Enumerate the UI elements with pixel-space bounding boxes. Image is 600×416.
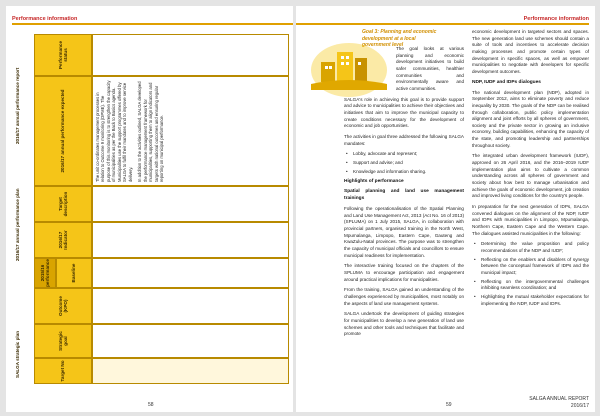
text-column-1 [344, 46, 464, 342]
cell-annual-performance [92, 76, 289, 186]
dialogue-outcome-item: • Determining the value proposition and policy recommendations of the NDP and IUDF; [472, 241, 589, 254]
col-target-description: Target description [34, 186, 92, 222]
side-label-strategic-plan: SALGA strategic plan [15, 330, 20, 378]
ndp-paragraph-3: In preparation for the next generation of IDPs, SALGA convened dialogues on the alignment of the NDP, IUDF and IDPs with municipalities in Limpopo, Mpumalanga, Northern Cape, Eastern Cape and the Western Cape. The dialogues assisted municipalities in the following: [472, 204, 589, 236]
cell-strategic-goal [92, 324, 289, 358]
dialogue-outcome-item: • Reflecting on the enablers and disablers of synergy between the conceptual framework of IDPs and the municipal impact; [472, 257, 589, 277]
col-strategic-goal: Strategic goal [34, 324, 92, 358]
text-column-2 [472, 29, 589, 311]
side-label-app: 2016/17 annual performance plan [15, 188, 20, 261]
intro-paragraph-2: SALGA's role in achieving this goal is to provide support and advice to municipalities to achieve their objectives and initiatives that aim to improve the municipal capacity to create conditions necessary for the development of economic and job opportunities. [344, 96, 464, 129]
col-outcome: Outcome (KPO) [34, 288, 92, 324]
highlights-heading: Highlights of performance [344, 179, 404, 185]
col-prev-performance: 2015/16 performance [34, 258, 56, 288]
mandate-item: • Knowledge and information sharing. [344, 169, 464, 176]
cell-outcome [92, 288, 289, 324]
spatial-paragraph-1: Following the operationalisation of the Spatial Planning and Land Use Management Act, 2013 (Act No. 16 of 2013) (SPLUMA) on 1 July 2015, SALGA, in collaboration with provincial partners, organised training in the North West, Mpumalanga, Limpopo, Eastern Cape, Gauteng and KwaZulu-Natal provinces. The purpose was to strengthen the capacity of municipal officials and councillors to ensure municipal readiness for implementation. [344, 206, 464, 258]
left-page-number: 58 [148, 402, 154, 408]
goal-title: Goal 3: Planning and economic development at a local government level [362, 29, 437, 48]
performance-table [34, 34, 289, 384]
cell-target-description [92, 186, 289, 222]
right-page-number: 59 [446, 402, 452, 408]
footer-line-year: 2016/17 [570, 402, 589, 409]
cell-baseline [92, 258, 289, 288]
side-label-apr: 2016/17 annual performance report [15, 67, 20, 144]
mandates-list [344, 151, 464, 175]
dialogue-outcome-item: • Reflecting on the intergovernmental challenges inhibiting seamless coordination; and [472, 279, 589, 292]
mandate-item: • Support and advise; and [344, 160, 464, 167]
footer-line-title: SALGA ANNUAL REPORT [529, 396, 589, 402]
col-baseline: Baseline [56, 258, 92, 288]
spatial-paragraph-2: The interactive training focused on the chapters of the SPLUMA to encourage participation and engagement around practical implications for municipalities. [344, 263, 464, 282]
col-target-no: Target No [34, 358, 92, 384]
ndp-paragraph-1: The national development plan (NDP), adopted in September 2012, aims to eliminate poverty and reduce inequality by 2030. The goals of the NDP can be realised through collaboration, public policy implementation alignment and joint efforts by all spheres of government, society and the private sector in growing an inclusive economy, building capabilities, enhancing the capacity of the state, and promoting leadership and partnerships throughout society. [472, 89, 589, 148]
spatial-paragraph-4: SALGA undertook the development of guiding strategies for municipalities to develop a new generation of land use schemes and other tools and techniques that facilitate and promote [344, 311, 464, 337]
left-page [6, 6, 293, 412]
report-footer [529, 396, 589, 409]
cell-performance-status [92, 34, 289, 76]
column-2-intro: economic development in targeted sectors and spaces. The new generation land use schemes should contain a suite of tools and incentives to accelerate decision making processes and promote certain types of development in specific spaces, as well as empower municipalities to negotiate with developers for specific development outcomes. [472, 29, 589, 74]
mandate-item: • Lobby, advocate and represent; [344, 151, 464, 158]
annual-performance-text-a: The unit co-ordinates management processes in relation to Outcome 9 monitoring (DPME). The purpose of this monitoring is to strengthen the capacity of municipalities as per the Back to Basics agenda. Municipalities use the support programmes offered by SALGA to fulfil their mandates and to improve service delivery. [95, 80, 133, 182]
cell-indicator [92, 222, 289, 258]
baseline-group [34, 258, 92, 288]
col-performance-status: Performance status [34, 34, 92, 76]
intro-paragraph-1: The goal looks at various planning and economic development initiatives to build safer communities, healthier communities and environmentally aware and active communities. [396, 46, 464, 91]
intro-paragraph-3: The activities in goal three addressed the following SALGA mandates: [344, 133, 464, 146]
left-page-header: Performance information [12, 16, 78, 22]
right-page [296, 6, 595, 412]
header-rule [12, 23, 293, 25]
col-indicator: 2016/17 Indicator [34, 222, 92, 258]
ndp-paragraph-2: The integrated urban development framework (IUDF), approved on 26 April 2016, and the 2016–2019 IUDF implementation plan aims to cultivate a common understanding across all spheres of government and society about how best to manage urbanisation and achieve the goals of economic development, job creation and improved living conditions for the country's people. [472, 153, 589, 199]
spatial-heading: Spatial planning and land use management trainings [344, 189, 464, 202]
dialogue-outcomes-list [472, 241, 589, 307]
cell-target-no [92, 358, 289, 384]
right-page-header: Performance information [523, 16, 589, 22]
ndp-heading: NDP, IUDF and IDPs dialogues [472, 79, 541, 85]
spatial-paragraph-3: From the training, SALGA gained an understanding of the challenges experienced by municipalities, most notably on the aspects of land use management systems. [344, 287, 464, 306]
col-annual-performance: 2016/17 annual performance expected [34, 76, 92, 186]
annual-performance-text-b: In addition to the activities outlined, SALGA developed the performance management framework for municipalities, supporting them to align indicators and targets with national outcomes and ensuring regular reporting on municipal performance. [137, 81, 164, 182]
dialogue-outcome-item: • Highlighting the mutual stakeholder expectations for implementing the NDP, IUDF and IDPs. [472, 294, 589, 307]
header-rule [296, 23, 589, 25]
